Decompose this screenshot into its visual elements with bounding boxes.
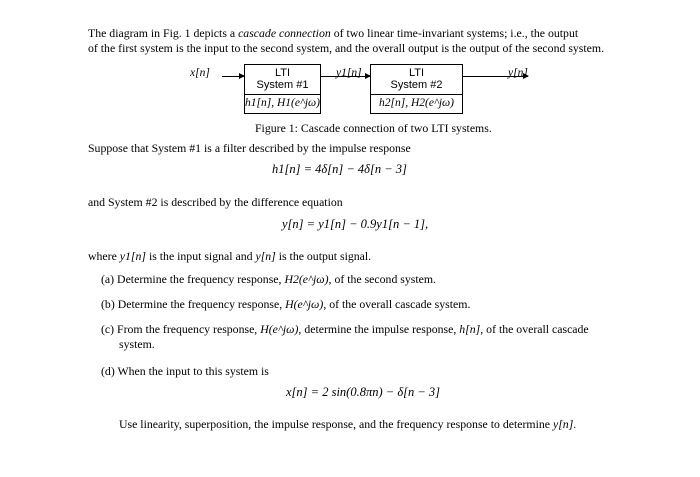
intro-line-1: The diagram in Fig. 1 depicts a cascade connection of two linear time-invariant systems; i.e., the output xyxy=(88,26,579,40)
part-c-continued: system. xyxy=(119,337,155,351)
figure-caption: Figure 1: Cascade connection of two LTI systems. xyxy=(255,121,492,135)
system2-intro-text: and System #2 is described by the difference equation xyxy=(88,195,343,209)
intro-line-2: of the first system is the input to the second system, and the overall output is the output of the second system. xyxy=(88,41,605,55)
middle-arrow xyxy=(320,76,370,77)
system2-name: System #2 xyxy=(390,79,443,91)
equation-h1: h1[n] = 4δ[n] − 4δ[n − 3] xyxy=(272,162,407,176)
part-a: (a) Determine the frequency response, H2(e^jω), of the second system. xyxy=(101,272,437,286)
equation-input: x[n] = 2 sin(0.8πn) − δ[n − 3] xyxy=(286,385,441,399)
input-signal-label: x[n] xyxy=(190,67,210,79)
output-signal-label: y[n] xyxy=(508,67,528,79)
suppose-text: Suppose that System #1 is a filter described by the impulse response xyxy=(88,141,411,155)
equation-difference: y[n] = y1[n] − 0.9y1[n − 1], xyxy=(282,217,429,231)
part-b: (b) Determine the frequency response, H(e^jω), of the overall cascade system. xyxy=(101,297,471,311)
part-d: (d) When the input to this system is xyxy=(101,364,269,378)
intermediate-signal-label: y1[n] xyxy=(336,67,362,79)
system1-response: h1[n], H1(e^jω) xyxy=(245,94,320,111)
part-c: (c) From the frequency response, H(e^jω), determine the impulse response, h[n], of the overall cascade xyxy=(101,322,589,336)
system1-name: System #1 xyxy=(256,79,309,91)
final-instruction: Use linearity, superposition, the impulse response, and the frequency response to determine y[n]. xyxy=(119,417,577,431)
system1-box xyxy=(244,64,321,114)
system1-lti-label: LTI xyxy=(274,67,291,79)
where-text: where y1[n] is the input signal and y[n] is the output signal. xyxy=(88,249,372,263)
system2-response: h2[n], H2(e^jω) xyxy=(371,94,462,111)
system2-box xyxy=(370,64,463,114)
input-arrow xyxy=(222,76,244,77)
system2-lti-label: LTI xyxy=(408,67,425,79)
